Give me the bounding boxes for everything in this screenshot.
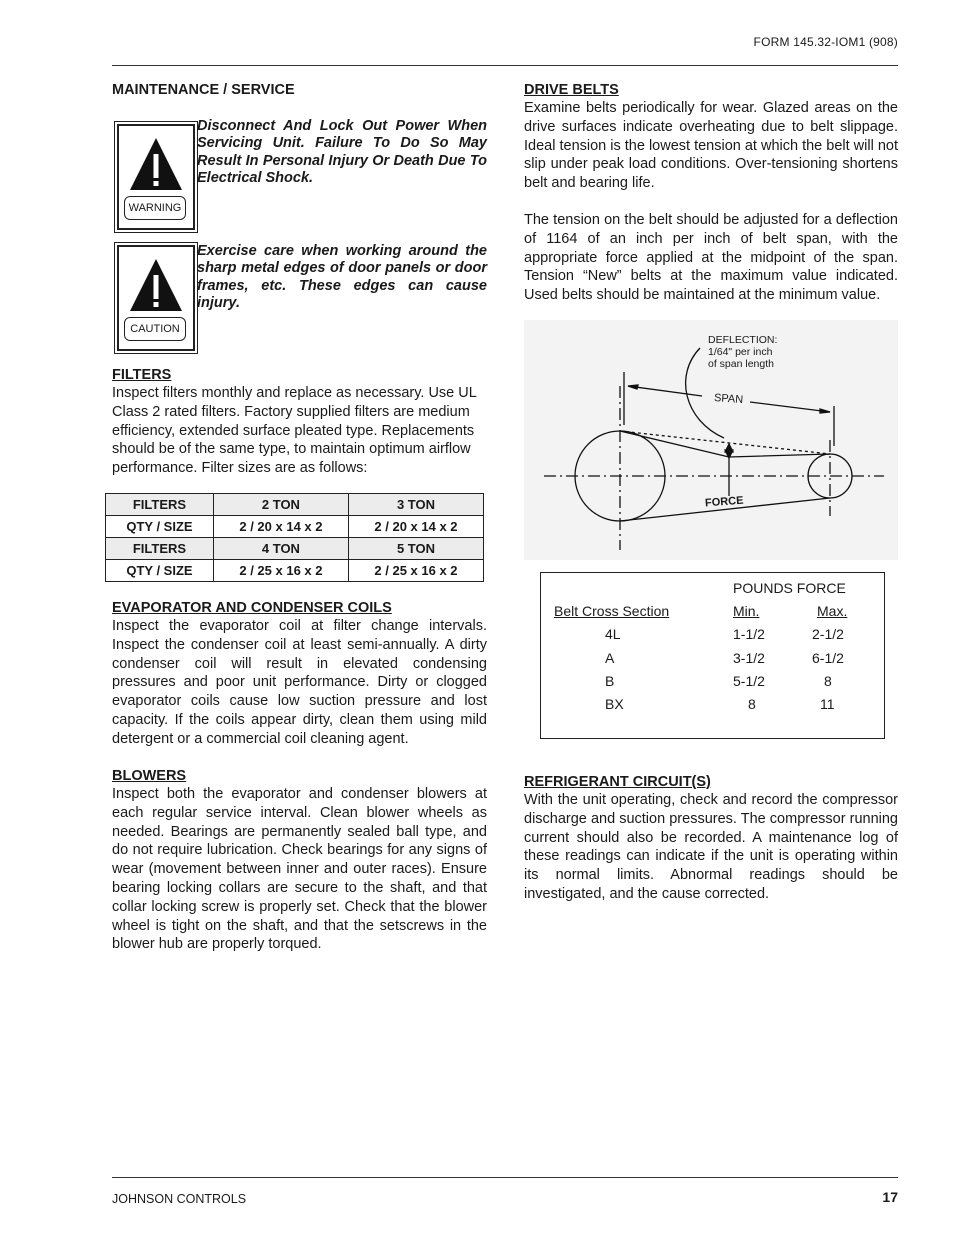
table-cell: 2 TON [213, 494, 348, 516]
coils-section [112, 599, 487, 749]
refrigerant-section [524, 773, 898, 904]
blowers-section [112, 767, 487, 954]
page-number: 17 [882, 1189, 898, 1205]
table-cell: 2 / 25 x 16 x 2 [348, 560, 483, 582]
row-section: 4L [605, 626, 621, 642]
warning-text: Disconnect And Lock Out Power When Servicing Unit. Failure To Do So May Result In Personal Injury Or Death Due To Electrical Shock. [197, 118, 487, 186]
row-max: 8 [824, 673, 832, 689]
warning-label: WARNING [124, 196, 186, 220]
coils-body: Inspect the evaporator coil at filter change intervals. Inspect the condenser coil at least semi-annually. A dirty condenser coil will result in elevated condensing pressures and poor unit performance. Dirty or clogged evaporator coils cause low suction pressure and lost capacity. If the coils appear dirty, clean them using mild detergent or a commercial coil cleaning agent. [112, 618, 487, 747]
table-cell: 2 / 20 x 14 x 2 [213, 516, 348, 538]
refrigerant-body: With the unit operating, check and record the compressor discharge and suction pressures. The compressor running current should also be recorded. A maintenance log of these readings can indicate if the unit is operating within its normal limits. Abnormal readings should be investigated, and the cause corrected. [524, 792, 898, 902]
deflection-label-line2: 1/64" per inch [708, 346, 773, 358]
pounds-force-header: POUNDS FORCE [733, 580, 846, 596]
table-cell: 4 TON [213, 538, 348, 560]
drive-belts-body-1: Examine belts periodically for wear. Glazed areas on the drive surfaces indicate overheating due to belt slippage. Ideal tension is the lowest tension at which the belt will not slip under peak load conditions. Over-tensioning shortens belt and bearing life. [524, 100, 898, 192]
col-belt-section: Belt Cross Section [554, 603, 670, 619]
caution-text: Exercise care when working around the sharp metal edges of door panels or door frames, etc. These edges can cause injury. [197, 243, 487, 311]
filters-table [105, 493, 484, 582]
drive-belts-title: DRIVE BELTS [524, 82, 619, 98]
warning-triangle-icon [128, 136, 184, 192]
filters-section [112, 366, 487, 478]
row-max: 2-1/2 [812, 626, 844, 642]
warning-sign [117, 124, 195, 230]
row-min: 8 [748, 696, 756, 712]
caution-sign [117, 245, 195, 351]
row-min: 5-1/2 [733, 673, 765, 689]
header-rule [112, 65, 898, 66]
filters-title: FILTERS [112, 367, 172, 383]
row-min: 1-1/2 [733, 626, 765, 642]
span-label: SPAN [713, 391, 744, 407]
table-cell: QTY / SIZE [106, 516, 214, 538]
coils-title: EVAPORATOR AND CONDENSER COILS [112, 600, 392, 616]
table-cell: 2 / 20 x 14 x 2 [348, 516, 483, 538]
table-cell: 5 TON [348, 538, 483, 560]
row-min: 3-1/2 [733, 650, 765, 666]
row-section: BX [605, 696, 624, 712]
col-max: Max. [817, 603, 848, 619]
table-cell: 2 / 25 x 16 x 2 [213, 560, 348, 582]
table-row [106, 494, 484, 516]
table-cell: FILTERS [106, 538, 214, 560]
footer-company: JOHNSON CONTROLS [112, 1192, 247, 1206]
row-max: 11 [820, 696, 835, 712]
table-row [106, 538, 484, 560]
blowers-body: Inspect both the evaporator and condenser blowers at each regular service interval. Clean blower wheels as needed. Bearings are permanently sealed ball type, and do not require lubrication. Check bearings for any signs of wear (movement between inner and outer races). Ensure bearing locking collars are secure to the shaft, and that collar locking screw is properly set. Check that the blower wheel is tight on the shaft, and that the setscrews in the blower hub are properly torqued. [112, 786, 487, 953]
drive-belts-section [524, 81, 898, 305]
blowers-title: BLOWERS [112, 768, 187, 784]
drive-belts-body-2: The tension on the belt should be adjusted for a deflection of 1164 of an inch per inch of belt span, with the appropriate force applied at the midpoint of the span. Tension “New” belts at the maximum value indicated. Used belts should be maintained at the minimum value. [524, 211, 898, 304]
row-max: 6-1/2 [812, 650, 844, 666]
table-row [106, 516, 484, 538]
force-label: FORCE [704, 494, 744, 510]
caution-triangle-icon [128, 257, 184, 313]
table-row [106, 560, 484, 582]
caution-label: CAUTION [124, 317, 186, 341]
refrigerant-title: REFRIGERANT CIRCUIT(S) [524, 774, 711, 790]
deflection-label-line3: of span length [708, 358, 774, 370]
table-cell: QTY / SIZE [106, 560, 214, 582]
maintenance-title: MAINTENANCE / SERVICE [112, 82, 295, 98]
table-cell: FILTERS [106, 494, 214, 516]
footer-rule [112, 1177, 898, 1178]
form-id: FORM 145.32-IOM1 (908) [753, 35, 898, 49]
row-section: A [605, 650, 615, 666]
pounds-force-table [540, 572, 885, 739]
belt-tension-diagram [524, 320, 898, 560]
filters-body: Inspect filters monthly and replace as necessary. Use UL Class 2 rated filters. Factory supplied filters are medium efficiency, extended surface pleated type. Replacements should be of the same type, to maintain optimum airflow performance. Filter sizes are as follows: [112, 385, 477, 477]
col-min: Min. [733, 603, 760, 619]
row-section: B [605, 673, 615, 689]
deflection-label-line1: DEFLECTION: [708, 334, 778, 346]
table-cell: 3 TON [348, 494, 483, 516]
